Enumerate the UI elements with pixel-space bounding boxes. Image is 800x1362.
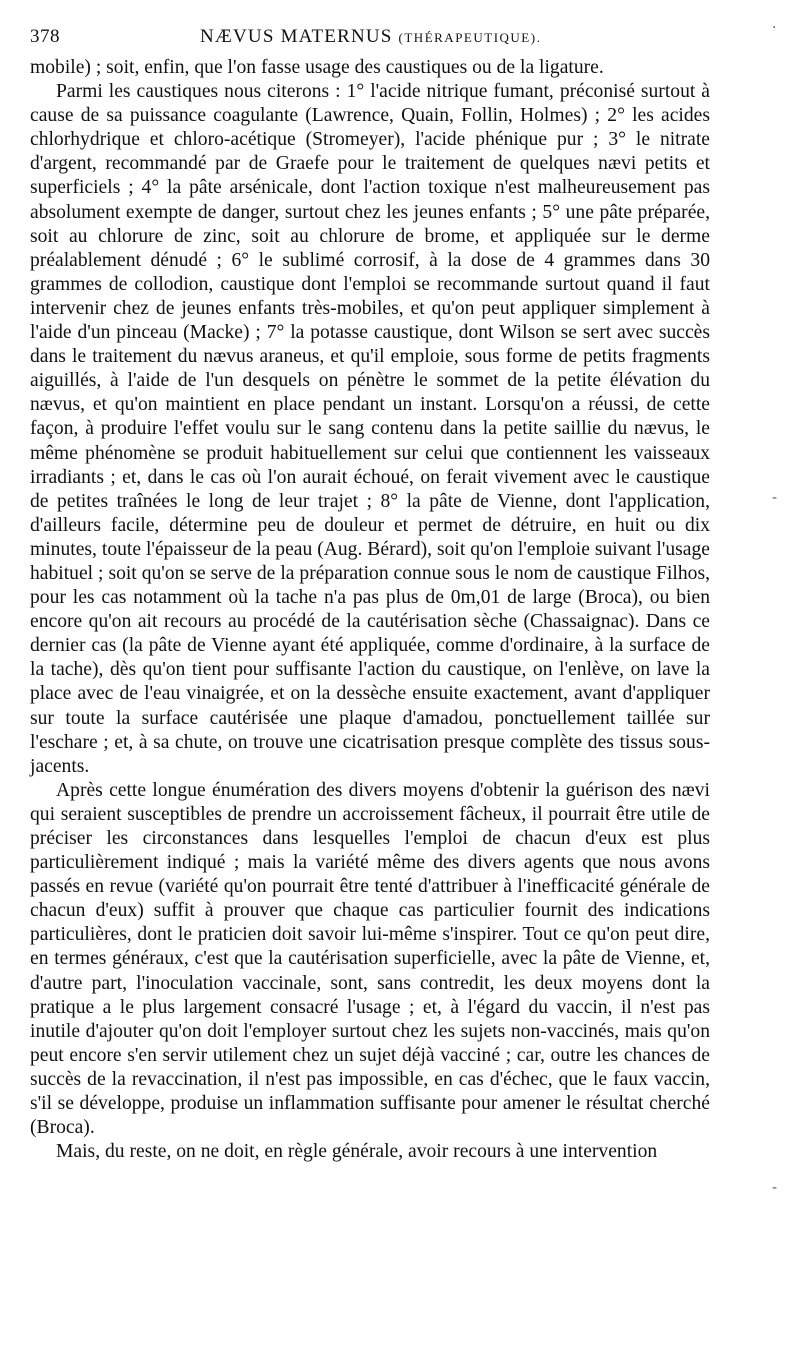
margin-marks: · - -	[772, 20, 778, 1196]
running-title-main: NÆVUS MATERNUS	[200, 26, 393, 47]
paragraph-continued: mobile) ; soit, enfin, que l'on fasse usage des caustiques ou de la ligature.	[30, 57, 604, 78]
paragraph-final: Mais, du reste, on ne doit, en règle générale, avoir recours à une intervention	[56, 1141, 658, 1163]
running-title	[200, 26, 541, 48]
page-number: 378	[30, 26, 60, 47]
body-text	[30, 56, 710, 1164]
paragraph-enumeration: Après cette longue énumération des divers moyens d'obtenir la guérison des nævi qui seraient susceptibles de prendre un accroissement fâcheux, il pourrait être utile de préciser les circonstances dans lesquelles l'emploi de chacun d'eux est plus particulièrement indiqué ; mais la variété même des divers agents que nous avons passés en revue (variété qu'on pourrait être tenté d'attribuer à l'inefficacité générale de chacun d'eux) suffit à prouver que chaque cas particulier fournit des indications particulières, dont le praticien doit savoir lui-même s'inspirer. Tout ce qu'on peut dire, en termes généraux, c'est que la cautérisation superficielle, avec la pâte de Vienne, et, d'autre part, l'inoculation vaccinale, sont, sans contredit, les deux moyens dont la pratique a le plus largement consacré l'usage ; et, à l'égard du vaccin, il n'est pas inutile d'ajouter qu'on doit l'employer surtout chez les sujets non-vaccinés, mais qu'on peut encore s'en servir utilement chez un sujet déjà vacciné ; car, outre les chances de succès de la revaccination, il n'est pas impossible, en cas d'échec, que le faux vaccin, s'il se développe, produise un inflammation suffisante pour amener le résultat cherché (Broca).	[30, 779, 710, 1139]
paragraph-caustiques: Parmi les caustiques nous citerons : 1° l'acide nitrique fumant, préconisé surtout à cause de sa puissance coagulante (Lawrence, Quain, Follin, Holmes) ; 2° les acides chlorhydrique et chloro-acétique (Stromeyer), l'acide phénique pur ; 3° le nitrate d'argent, recommandé par de Graefe pour le traitement de quelques nævi petits et superficiels ; 4° la pâte arsénicale, dont l'action toxique n'est malheureusement pas absolument exempte de danger, surtout chez les jeunes enfants ; 5° une pâte préparée, soit au chlorure de zinc, soit au chlorure de brome, et appliquée sur le derme préalablement dénudé ; 6° le sublimé corrosif, à la dose de 4 grammes dans 30 grammes de collodion, caustique dont l'emploi se recommande surtout quand il faut intervenir chez de jeunes enfants très-mobiles, et qu'on peut appliquer simplement à l'aide d'un pinceau (Macke) ; 7° la potasse caustique, dont Wilson se sert avec succès dans le traitement du nævus araneus, et qu'il emploie, sous forme de petits fragments aiguillés, à l'aide de l'un desquels on pénètre le sommet de la petite élévation du nævus, et qu'on maintient en place pendant un instant. Lorsqu'on a réussi, de cette façon, à produire l'effet voulu sur le sang contenu dans la petite saillie du nævus, le même phénomène se produit habituellement sur celui que contiennent les vaisseaux irradiants ; et, dans le cas où l'on aurait échoué, on ferait vivement avec le caustique de petites traînées le long de leur trajet ; 8° la pâte de Vienne, dont l'application, d'ailleurs facile, détermine peu de douleur et permet de détruire, en huit ou dix minutes, toute l'épaisseur de la peau (Aug. Bérard), soit qu'on l'emploie suivant l'usage habituel ; soit qu'on se serve de la préparation connue sous le nom de caustique Filhos, pour les cas notamment où la tache n'a pas plus de 0m,01 de large (Broca), ou bien encore qu'on ait recours au procédé de la cautérisation sèche (Chassaignac). Dans ce dernier cas (la pâte de Vienne ayant été appliquée, comme d'ordinaire, à la surface de la tache), dès qu'on tient pour suffisante l'action du caustique, on l'enlève, on lave la place avec de l'eau vinaigrée, et on la dessèche ensuite exactement, avant d'appliquer sur toute la surface cautérisée une plaque d'amadou, ponctuellement taillée sur l'eschare ; et, à sa chute, on trouve une cicatrisation presque complète des tissus sous-jacents.	[30, 81, 710, 777]
running-title-subtitle: (THÉRAPEUTIQUE).	[398, 30, 542, 45]
page-header	[30, 26, 710, 52]
book-page	[30, 26, 710, 1164]
